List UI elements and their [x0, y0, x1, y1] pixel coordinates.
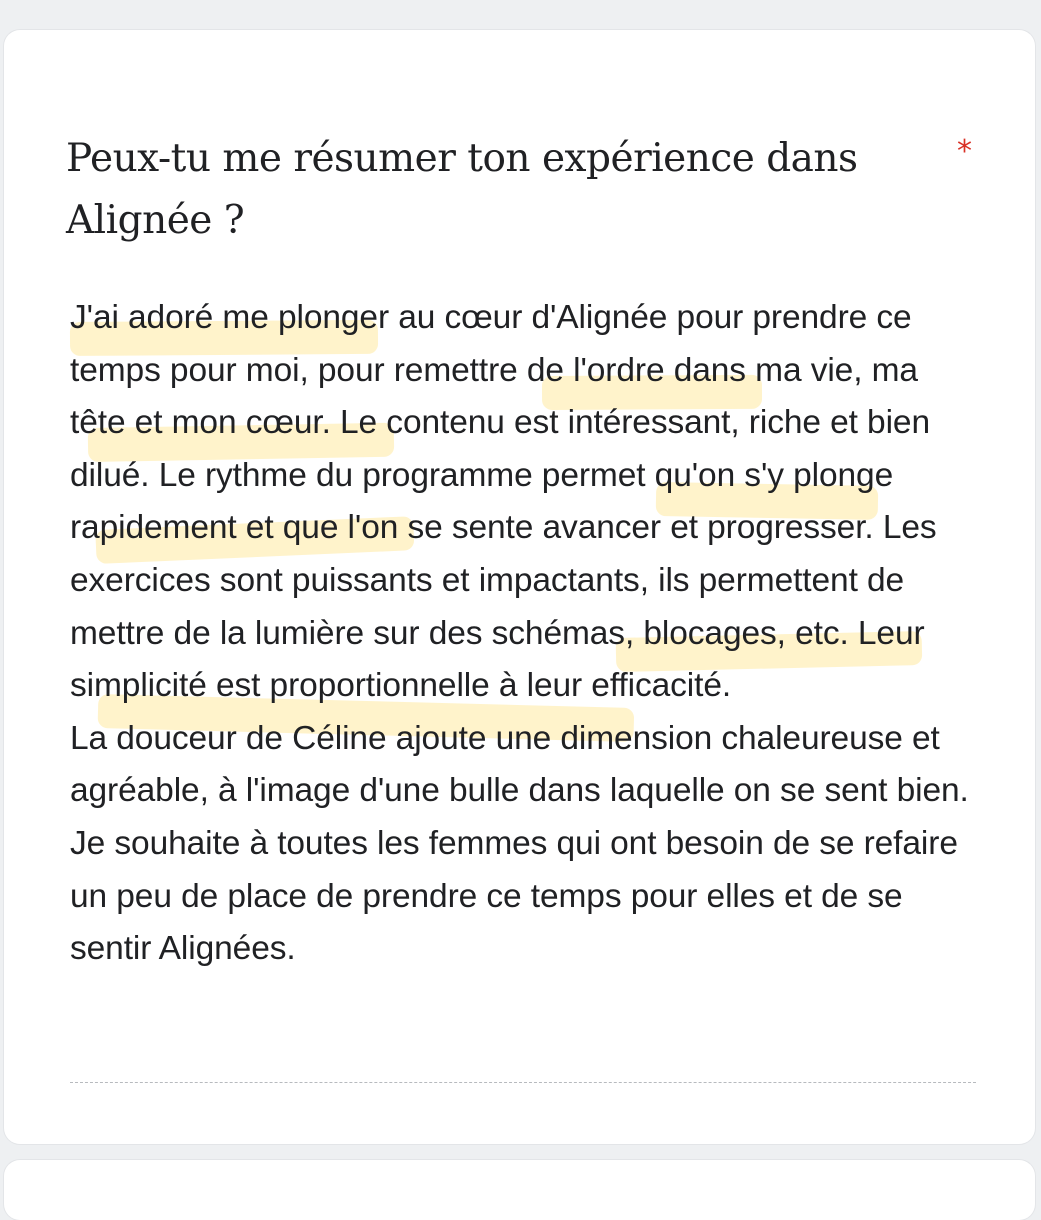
- answer-field[interactable]: [70, 292, 976, 1083]
- required-asterisk: *: [957, 134, 972, 169]
- question-card: [4, 30, 1035, 1144]
- next-question-card: [4, 1160, 1035, 1220]
- question-title: Peux-tu me résumer ton expérience dans Alignée ?: [66, 136, 858, 243]
- answer-text: J'ai adoré me plonger au cœur d'Alignée pour prendre ce temps pour moi, pour remettre de l'ordre dans ma vie, ma tête et mon cœur. Le contenu est intéressant, riche et bien dilué. Le rythme du programme permet qu'on s'y plonge rapidement et que l'on se sente avancer et progresser. Les exercices sont puissants et impactants, ils permettent de mettre de la lumière sur des schémas, blocages, etc. Leur simplicité est proportionnelle à leur efficacité. La douceur de Céline ajoute une dimension chaleureuse et agréable, à l'image d'une bulle dans laquelle on se sent bien. Je souhaite à toutes les femmes qui ont besoin de se refaire un peu de place de prendre ce temps pour elles et de se sentir Alignées.: [70, 299, 969, 968]
